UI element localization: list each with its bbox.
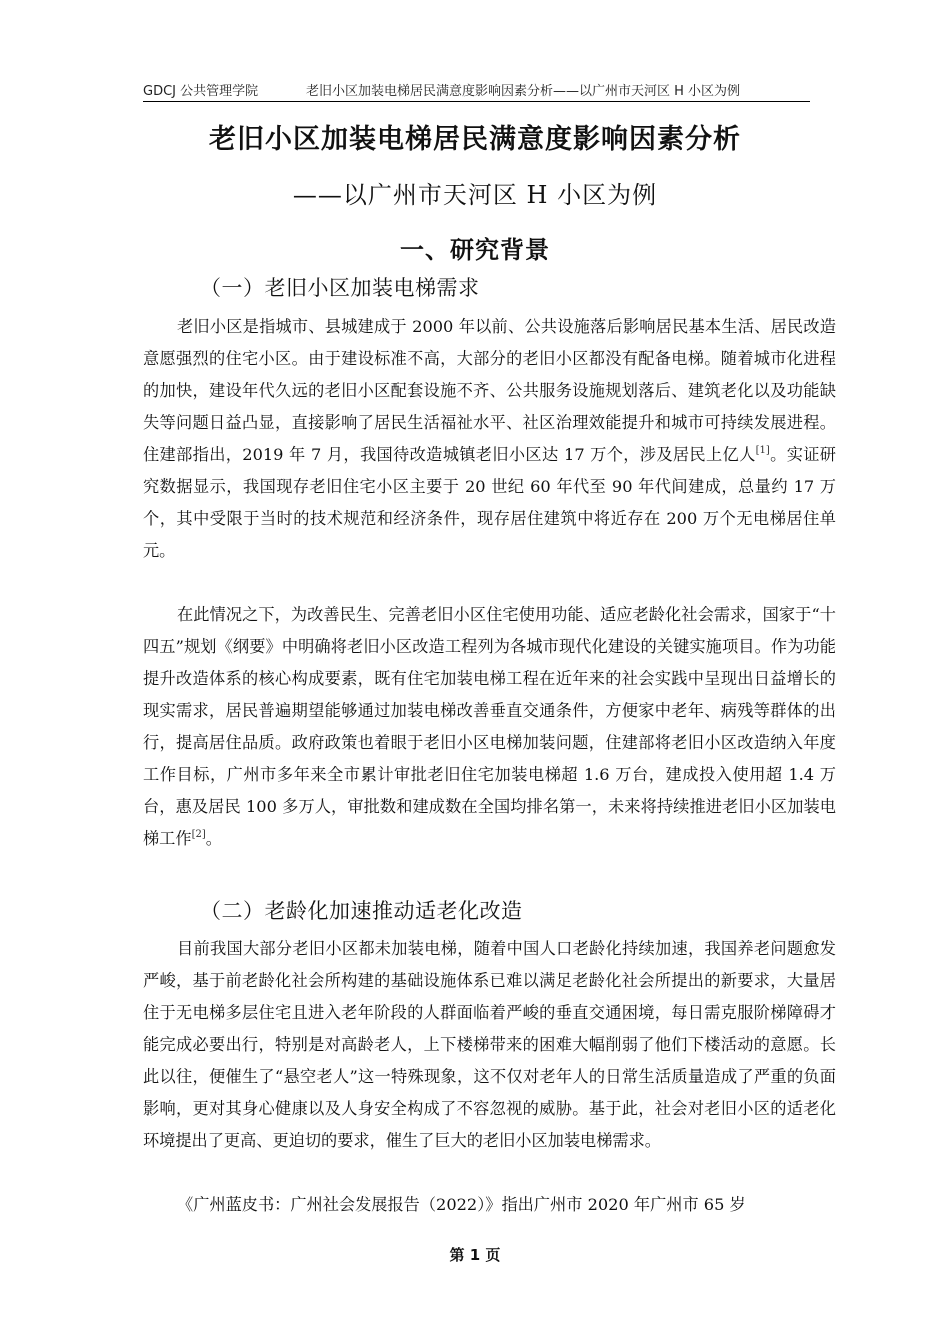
paragraph-text: 老旧小区是指城市、县城建成于 2000 年以前、公共设施落后影响居民基本生活、居民改造意愿强烈的住宅小区。由于建设标准不高，大部分的老旧小区都没有配备电梯。随着城市化进程的加快，建设年代久远的老旧小区配套设施不齐、公共服务设施规划落后、建筑老化以及功能缺失等问题日益凸显，直接影响了居民生活福祉水平、社区治理效能提升和城市可持续发展进程。住建部指出，2019 年 7 月，我国待改造城镇老旧小区达 17 万个，涉及居民上亿人 [143,317,836,464]
header-divider [143,101,810,102]
paragraph-text: 在此情况之下，为改善民生、完善老旧小区住宅使用功能、适应老龄化社会需求，国家于“十四五”规划《纲要》中明确将老旧小区改造工程列为各城市现代化建设的关键实施项目。作为功能提升改造体系的核心构成要素，既有住宅加装电梯工程在近年来的社会实践中呈现出日益增长的现实需求，居民普遍期望能够通过加装电梯改善垂直交通条件，方便家中老年、病残等群体的出行，提高居住品质。政府政策也着眼于老旧小区电梯加装问题，住建部将老旧小区改造纳入年度工作目标，广州市多年来全市累计审批老旧住宅加装电梯超 1.6 万台，建成投入使用超 1.4 万台，惠及居民 100 多万人，审批数和建成数在全国均排名第一，未来将持续推进老旧小区加装电梯工作 [143,605,836,848]
page-number: 第 1 页 [449,1246,501,1264]
citation-ref-2[interactable]: [2] [191,829,206,840]
document-title: 老旧小区加装电梯居民满意度影响因素分析 [209,124,741,155]
paragraph-aging-1: 目前我国大部分老旧小区都未加装电梯，随着中国人口老龄化持续加速，我国养老问题愈发严峻，基于前老龄化社会所构建的基础设施体系已难以满足老龄化社会所提出的新要求，大量居住于无电梯多层住宅且进入老年阶段的人群面临着严峻的垂直交通困境，每日需克服阶梯障碍才能完成必要出行，特别是对高龄老人，上下楼梯带来的困难大幅削弱了他们下楼活动的意愿。长此以往，便催生了“悬空老人”这一特殊现象，这不仅对老年人的日常生活质量造成了严重的负面影响，更对其身心健康以及人身安全构成了不容忽视的威胁。基于此，社会对老旧小区的适老化环境提出了更高、更迫切的要求，催生了巨大的老旧小区加装电梯需求。 [143,939,836,1150]
header-paper-title: 老旧小区加装电梯居民满意度影响因素分析——以广州市天河区 H 小区为例 [306,84,741,99]
subsection-heading-elevator-demand: （一）老旧小区加装电梯需求 [200,276,480,300]
subsection-heading-aging: （二）老龄化加速推动适老化改造 [200,899,523,923]
header-institution: GDCJ 公共管理学院 [143,84,259,99]
paragraph-demand-2 [143,599,836,855]
paragraph-demand-1 [143,311,836,567]
paragraph-text: 。实证研究数据显示，我国现存老旧住宅小区主要于 20 世纪 60 年代至 90 年代间建成，总量约 17 万个，其中受限于当时的技术规范和经济条件，现存居住建筑中将近存在 200 万个无电梯居住单元。 [143,445,836,560]
paragraph-text: 。 [205,829,222,848]
page-header [143,78,810,100]
citation-ref-1[interactable]: [1] [755,445,770,456]
section-heading-research-background: 一、研究背景 [400,236,550,264]
paragraph-aging-2: 《广州蓝皮书：广州社会发展报告（2022）》指出广州市 2020 年广州市 65 岁 [177,1195,746,1214]
document-subtitle: ——以广州市天河区 H 小区为例 [292,181,658,209]
